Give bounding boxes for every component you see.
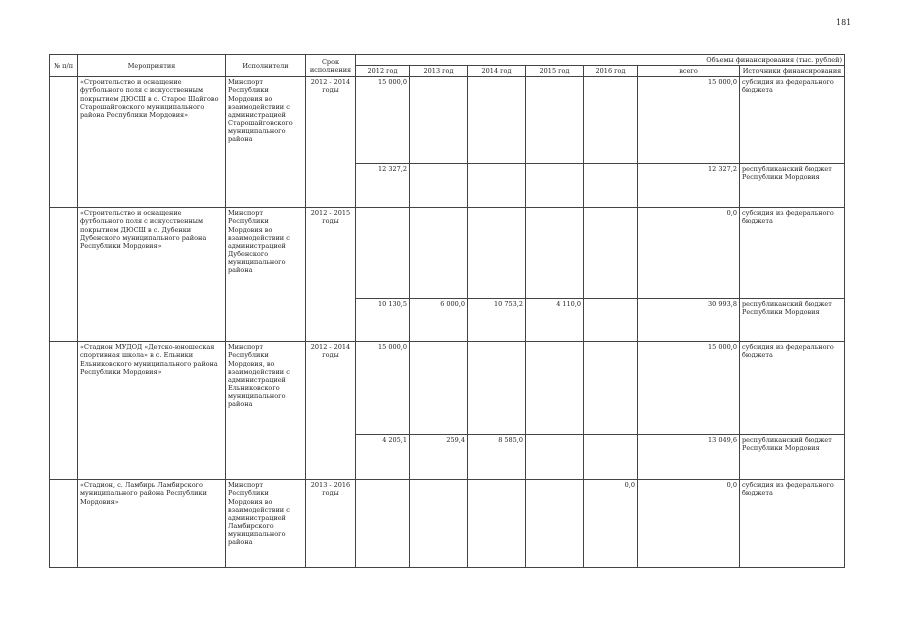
value-cell: 15 000,0 — [356, 342, 410, 435]
value-cell — [526, 342, 584, 435]
header-year: 2013 год — [410, 66, 468, 77]
total-cell: 0,0 — [638, 208, 740, 299]
row-number — [50, 208, 78, 342]
table-row — [50, 342, 845, 435]
event-cell: «Стадион МУДОД «Детско-юношеская спортивная школа» в с. Ельники Ельниковского муниципального района Республики Мордовия» — [78, 342, 226, 480]
value-cell — [584, 435, 638, 480]
executors-cell: Минспорт Республики Мордовия, во взаимодействии с администрацией Ельниковского муниципального района — [226, 342, 306, 480]
table-row — [50, 77, 845, 164]
value-cell: 4 110,0 — [526, 299, 584, 342]
total-cell: 13 049,6 — [638, 435, 740, 480]
executors-cell: Минспорт Республики Мордовия во взаимодействии с администрацией Старошайговского муниципального района — [226, 77, 306, 208]
value-cell: 8 585,0 — [468, 435, 526, 480]
value-cell — [410, 208, 468, 299]
header-year: 2012 год — [356, 66, 410, 77]
value-cell — [356, 480, 410, 568]
value-cell: 4 205,1 — [356, 435, 410, 480]
total-cell: 15 000,0 — [638, 342, 740, 435]
value-cell — [526, 164, 584, 208]
table-row — [50, 208, 845, 299]
source-cell: субсидия из федерального бюджета — [740, 208, 845, 299]
total-cell: 15 000,0 — [638, 77, 740, 164]
source-cell: республиканский бюджет Республики Мордовия — [740, 164, 845, 208]
header-year: 2014 год — [468, 66, 526, 77]
header-funding: Объемы финансирования (тыс. рублей) — [356, 55, 845, 66]
value-cell — [410, 77, 468, 164]
page-number: 181 — [836, 18, 852, 27]
value-cell — [584, 208, 638, 299]
source-cell: субсидия из федерального бюджета — [740, 480, 845, 568]
event-cell: «Стадион, с. Ламбирь Ламбирского муниципального района Республики Мордовия» — [78, 480, 226, 568]
value-cell — [584, 77, 638, 164]
value-cell: 10 130,5 — [356, 299, 410, 342]
row-number — [50, 480, 78, 568]
event-cell: «Строительство и оснащение футбольного поля с искусственным покрытием ДЮСШ в с. Старое Шайгово Старошайговского муниципального района Республики Мордовия» — [78, 77, 226, 208]
term-cell: 2012 - 2015 годы — [306, 208, 356, 342]
value-cell: 0,0 — [584, 480, 638, 568]
event-cell: «Строительство и оснащение футбольного поля с искусственным покрытием ДЮСШ в с. Дубенки Дубенского муниципального района Республики Мордовия» — [78, 208, 226, 342]
term-cell: 2013 - 2016 годы — [306, 480, 356, 568]
value-cell: 259,4 — [410, 435, 468, 480]
total-cell: 0,0 — [638, 480, 740, 568]
source-cell: республиканский бюджет Республики Мордовия — [740, 299, 845, 342]
value-cell — [468, 480, 526, 568]
value-cell: 15 000,0 — [356, 77, 410, 164]
value-cell — [526, 77, 584, 164]
value-cell — [584, 342, 638, 435]
value-cell — [468, 77, 526, 164]
value-cell — [526, 435, 584, 480]
header-sources: Источники финансирования — [740, 66, 845, 77]
value-cell — [468, 164, 526, 208]
value-cell — [526, 208, 584, 299]
header-executors: Исполнители — [226, 55, 306, 77]
value-cell — [526, 480, 584, 568]
total-cell: 12 327,2 — [638, 164, 740, 208]
value-cell: 10 753,2 — [468, 299, 526, 342]
row-number — [50, 342, 78, 480]
term-cell: 2012 - 2014 годы — [306, 77, 356, 208]
header-no: № п/п — [50, 55, 78, 77]
source-cell: республиканский бюджет Республики Мордовия — [740, 435, 845, 480]
total-cell: 30 993,8 — [638, 299, 740, 342]
header-year: 2015 год — [526, 66, 584, 77]
row-number — [50, 77, 78, 208]
value-cell — [468, 208, 526, 299]
source-cell: субсидия из федерального бюджета — [740, 77, 845, 164]
header-term: Срок исполнения — [306, 55, 356, 77]
value-cell — [584, 299, 638, 342]
source-cell: субсидия из федерального бюджета — [740, 342, 845, 435]
value-cell: 6 000,0 — [410, 299, 468, 342]
value-cell — [356, 208, 410, 299]
header-year: 2016 год — [584, 66, 638, 77]
header-total: всего — [638, 66, 740, 77]
value-cell: 12 327,2 — [356, 164, 410, 208]
value-cell — [468, 342, 526, 435]
executors-cell: Минспорт Республики Мордовия во взаимодействии с администрацией Ламбирского муниципального района — [226, 480, 306, 568]
value-cell — [410, 164, 468, 208]
term-cell: 2012 - 2014 годы — [306, 342, 356, 480]
table-row — [50, 480, 845, 568]
financing-table — [49, 54, 845, 568]
value-cell — [410, 342, 468, 435]
executors-cell: Минспорт Республики Мордовия во взаимодействии с администрацией Дубенского муниципального района — [226, 208, 306, 342]
value-cell — [410, 480, 468, 568]
value-cell — [584, 164, 638, 208]
header-event: Мероприятия — [78, 55, 226, 77]
